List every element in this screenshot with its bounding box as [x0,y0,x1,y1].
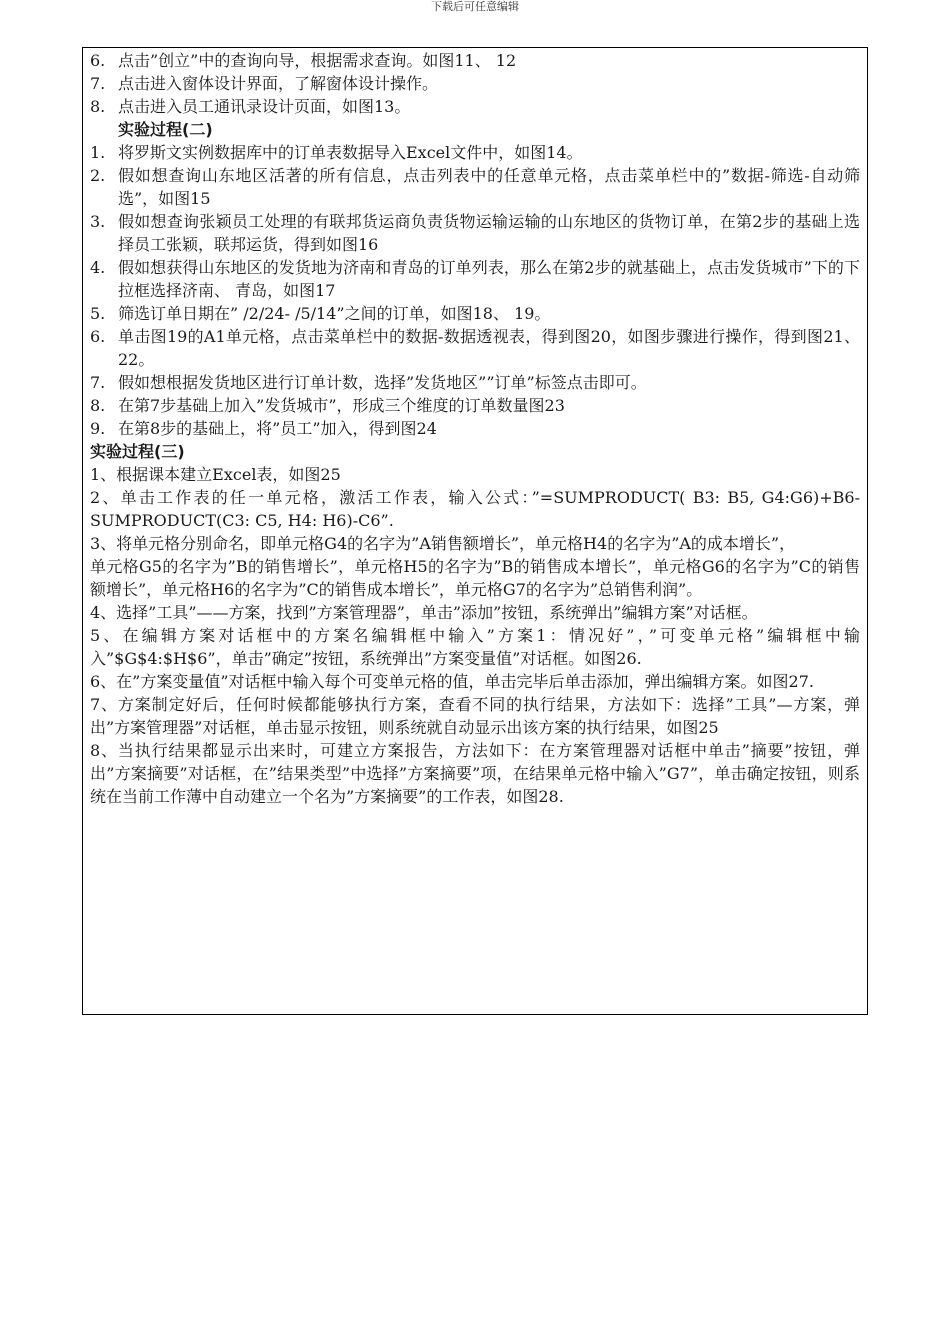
item-text: 假如想根据发货地区进行订单计数，选择”发货地区””订单”标签点击即可。 [118,373,647,392]
item-text: 将罗斯文实例数据库中的订单表数据导入Excel文件中，如图14。 [118,143,583,162]
paragraph: 5、在编辑方案对话框中的方案名编辑框中输入”方案1：情况好”，”可变单元格”编辑框中输入”$G$4:$H$6”，单击”确定”按钮，系统弹出”方案变量值”对话框。如图26. [90,626,860,668]
item-text: 单击图19的A1单元格，点击菜单栏中的数据-数据透视表，得到图20，如图步骤进行操作，得到图21、 22。 [118,327,860,369]
paragraph: 8、当执行结果都显示出来时，可建立方案报告，方法如下：在方案管理器对话框中单击”摘要”按钮，弹出”方案摘要”对话框，在”结果类型”中选择”方案摘要”项，在结果单元格中输入”G7”，单击确定按钮，则系统在当前工作薄中自动建立一个名为”方案摘要”的工作表，如图28. [90,741,860,806]
item-text: 假如想查询张颖员工处理的有联邦货运商负责货物运输运输的山东地区的货物订单，在第2步的基础上选择员工张颖，联邦运货，得到如图16 [118,212,860,254]
item-number: 5. [90,304,106,323]
list-item [90,394,860,417]
list-item [90,72,860,95]
paragraph: 3、将单元格分别命名，即单元格G4的名字为”A销售额增长”，单元格H4的名字为”A的成本增长”， [90,534,796,553]
item-text: 在第8步的基础上，将”员工”加入，得到图24 [118,419,437,438]
item-text: 筛选订单日期在” /2/24- /5/14”之间的订单，如图18、 19。 [118,304,551,323]
item-number: 4. [90,258,106,277]
item-text: 点击”创立”中的查询向导，根据需求查询。如图11、 12 [118,51,517,70]
item-number: 7. [90,74,106,93]
list-item [90,417,860,440]
paragraph: 4、选择”工具”——方案，找到”方案管理器”，单击”添加”按钮，系统弹出”编辑方案”对话框。 [90,603,758,622]
list-item [90,210,860,256]
paragraph: 1、根据课本建立Excel表，如图25 [90,465,341,484]
item-number: 8. [90,396,106,415]
item-number: 2. [90,166,106,185]
page-header: 下载后可任意编辑 [431,0,519,13]
item-number: 8. [90,97,106,116]
item-number: 7. [90,373,106,392]
item-number: 9. [90,419,106,438]
item-text: 在第7步基础上加入”发货城市”，形成三个维度的订单数量图23 [118,396,565,415]
list-item [90,371,860,394]
paragraph: 单元格G5的名字为”B的销售增长”，单元格H5的名字为”B的销售成本增长”，单元格G6的名字为”C的销售额增长”，单元格H6的名字为”C的销售成本增长”，单元格G7的名字为”总销售利润”。 [90,557,860,599]
item-number: 1. [90,143,106,162]
item-text: 点击进入窗体设计界面，了解窗体设计操作。 [118,74,439,93]
document-body [90,49,860,808]
item-text: 假如想查询山东地区活著的所有信息，点击列表中的任意单元格，点击菜单栏中的”数据-筛选-自动筛选”，如图15 [118,166,860,208]
item-number: 3. [90,212,106,231]
item-text: 假如想获得山东地区的发货地为济南和青岛的订单列表，那么在第2步的就基础上，点击发货城市”下的下拉框选择济南、 青岛，如图17 [118,258,860,300]
item-number: 6. [90,327,106,346]
section-3-heading: 实验过程(三) [90,442,185,461]
item-text: 点击进入员工通讯录设计页面，如图13。 [118,97,411,116]
paragraph: 2、单击工作表的任一单元格，激活工作表，输入公式：”=SUMPRODUCT( B3: B5, G4:G6)+B6-SUMPRODUCT(C3: C5, H4: H6)-C6”. [90,488,860,530]
list-item [90,49,860,72]
list-item [90,164,860,210]
list-item [90,302,860,325]
list-item [90,141,860,164]
list-item [90,256,860,302]
paragraph: 7、方案制定好后，任何时候都能够执行方案，查看不同的执行结果，方法如下：选择”工具”—方案，弹出”方案管理器”对话框，单击显示按钮，则系统就自动显示出该方案的执行结果，如图25 [90,695,860,737]
section-2-heading: 实验过程(二) [118,120,213,139]
list-item [90,95,860,118]
paragraph: 6、在”方案变量值”对话框中输入每个可变单元格的值，单击完毕后单击添加，弹出编辑方案。如图27. [90,672,814,691]
item-number: 6. [90,51,106,70]
list-item [90,325,860,371]
